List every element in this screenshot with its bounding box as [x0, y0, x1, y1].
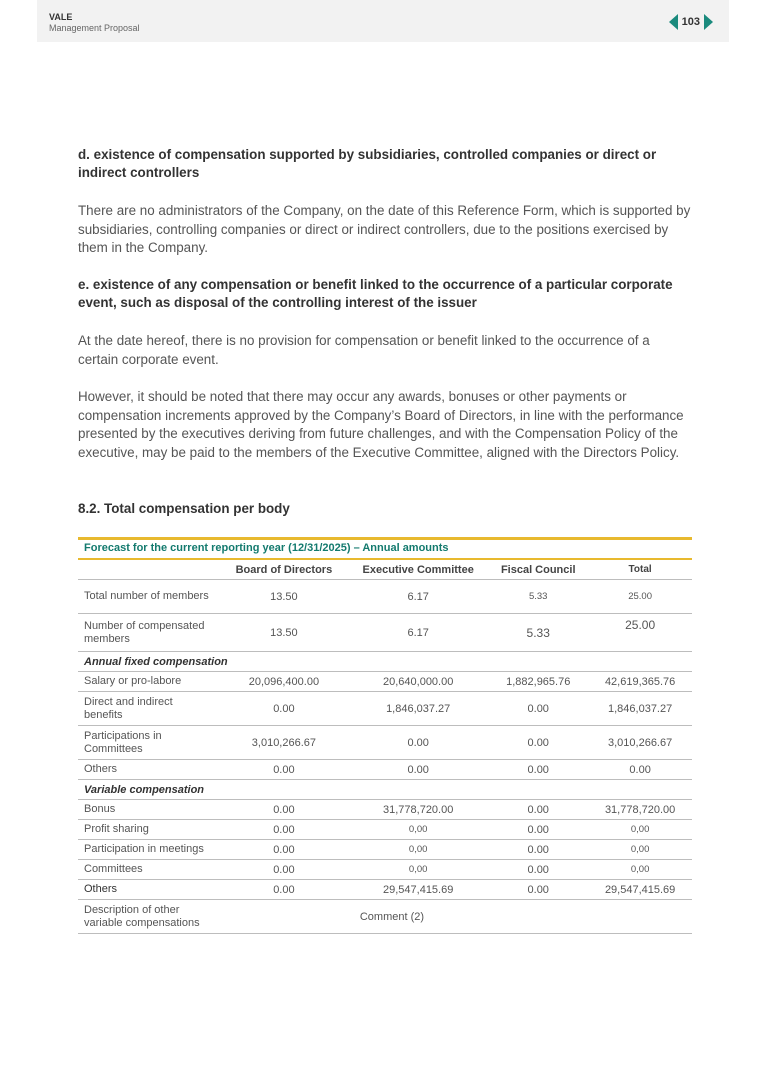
row-label: Others [78, 760, 220, 780]
col-header-label [78, 560, 220, 580]
table-row [78, 880, 692, 900]
cell-fiscal: 0.00 [488, 800, 588, 820]
row-label: Number of compensated members [78, 614, 220, 652]
cell-total: 0.00 [588, 760, 692, 780]
section-d-body-wrap [78, 202, 692, 258]
cell-board: 20,096,400.00 [220, 672, 348, 692]
section-e-body-1: At the date hereof, there is no provision for compensation or benefit linked to the occurrence of a certain corporate event. [78, 333, 650, 367]
cell-total: 1,846,037.27 [588, 692, 692, 726]
col-header-total: Total [588, 560, 692, 580]
row-label: Participations in Committees [78, 726, 220, 760]
brand-name: VALE [49, 12, 73, 22]
table-row [78, 860, 692, 880]
table-title: Forecast for the current reporting year (12/31/2025) – Annual amounts [78, 537, 692, 560]
cell-total: 0,00 [588, 840, 692, 860]
cell-board: 13.50 [220, 614, 348, 652]
table-row [78, 760, 692, 780]
col-header-fiscal: Fiscal Council [488, 560, 588, 580]
table-header-row [78, 560, 692, 580]
page-navigator [669, 14, 713, 30]
cell-fiscal: 5.33 [488, 614, 588, 652]
section-82-wrap [78, 500, 692, 518]
row-label: Others [78, 880, 220, 900]
cell-fiscal: 0.00 [488, 726, 588, 760]
table-row [78, 692, 692, 726]
previous-page-arrow-icon[interactable] [669, 14, 678, 30]
col-header-board: Board of Directors [220, 560, 348, 580]
section-d-heading: d. existence of compensation supported by subsidiaries, controlled companies or direct or indirect controllers [78, 147, 657, 180]
document-subtitle: Management Proposal [49, 23, 140, 33]
row-label: Committees [78, 860, 220, 880]
section-e-heading: e. existence of any compensation or benefit linked to the occurrence of a particular corporate event, such as disposal of the controlling interest of the issuer [78, 277, 673, 310]
cell-executive: 29,547,415.69 [348, 880, 488, 900]
cell-executive: 6.17 [348, 580, 488, 614]
row-label: Bonus [78, 800, 220, 820]
row-label: Total number of members [78, 580, 220, 614]
cell-fiscal: 5.33 [488, 580, 588, 614]
compensation-table-container [78, 537, 692, 934]
cell-total: 25.00 [588, 580, 692, 614]
cell-fiscal: 0.00 [488, 860, 588, 880]
section-label: Variable compensation [78, 780, 692, 800]
cell-executive: 20,640,000.00 [348, 672, 488, 692]
table-row [78, 900, 692, 934]
cell-fiscal: 1,882,965.76 [488, 672, 588, 692]
cell-board: 0.00 [220, 800, 348, 820]
cell-total: 0,00 [588, 860, 692, 880]
table-row [78, 580, 692, 614]
table-row [78, 726, 692, 760]
section-d-body: There are no administrators of the Company, on the date of this Reference Form, which is supported by subsidiaries, controlling companies or direct or indirect controllers, due to the positions exercised by them in the Company. [78, 203, 691, 256]
section-e-body1-wrap [78, 332, 692, 369]
cell-board: 0.00 [220, 840, 348, 860]
row-label: Profit sharing [78, 820, 220, 840]
section-label: Annual fixed compensation [78, 652, 692, 672]
section-row-fixed [78, 652, 692, 672]
page-header [37, 0, 729, 42]
row-label: Description of other variable compensations [78, 900, 220, 934]
cell-executive: 0,00 [348, 860, 488, 880]
cell-fiscal: 0.00 [488, 692, 588, 726]
row-label: Direct and indirect benefits [78, 692, 220, 726]
cell-board: 0.00 [220, 760, 348, 780]
table-row [78, 820, 692, 840]
cell-fiscal: 0.00 [488, 880, 588, 900]
cell-fiscal: 0.00 [488, 760, 588, 780]
row-label: Salary or pro-labore [78, 672, 220, 692]
cell-executive: 0,00 [348, 820, 488, 840]
cell-board: 0.00 [220, 820, 348, 840]
table-row [78, 840, 692, 860]
col-header-executive: Executive Committee [348, 560, 488, 580]
cell-empty [588, 900, 692, 934]
cell-description: Comment (2) [220, 900, 589, 934]
cell-board: 0.00 [220, 880, 348, 900]
cell-total: 3,010,266.67 [588, 726, 692, 760]
page-number: 103 [681, 16, 700, 28]
section-8-2-heading: 8.2. Total compensation per body [78, 501, 290, 516]
cell-executive: 1,846,037.27 [348, 692, 488, 726]
cell-executive: 31,778,720.00 [348, 800, 488, 820]
cell-fiscal: 0.00 [488, 840, 588, 860]
section-e [78, 276, 692, 312]
next-page-arrow-icon[interactable] [704, 14, 713, 30]
table-row [78, 800, 692, 820]
cell-board: 3,010,266.67 [220, 726, 348, 760]
cell-board: 0.00 [220, 860, 348, 880]
section-row-variable [78, 780, 692, 800]
table-row [78, 614, 692, 652]
cell-total: 0,00 [588, 820, 692, 840]
cell-executive: 0.00 [348, 726, 488, 760]
cell-board: 0.00 [220, 692, 348, 726]
cell-board: 13.50 [220, 580, 348, 614]
cell-total: 29,547,415.69 [588, 880, 692, 900]
cell-executive: 0,00 [348, 840, 488, 860]
cell-total: 31,778,720.00 [588, 800, 692, 820]
section-d [78, 146, 692, 182]
cell-executive: 6.17 [348, 614, 488, 652]
cell-total: 42,619,365.76 [588, 672, 692, 692]
cell-fiscal: 0.00 [488, 820, 588, 840]
cell-total: 25.00 [588, 614, 692, 652]
compensation-table [78, 560, 692, 934]
row-label: Participation in meetings [78, 840, 220, 860]
section-e-body2-wrap [78, 388, 692, 463]
cell-executive: 0.00 [348, 760, 488, 780]
table-row [78, 672, 692, 692]
section-e-body-2: However, it should be noted that there may occur any awards, bonuses or other payments or compensation increments approved by the Company’s Board of Directors, in line with the performance presented by the executives deriving from future challenges, and with the Compensation Policy of the executive, may be paid to the members of the Executive Committee, aligned with the Directors Policy. [78, 389, 684, 461]
